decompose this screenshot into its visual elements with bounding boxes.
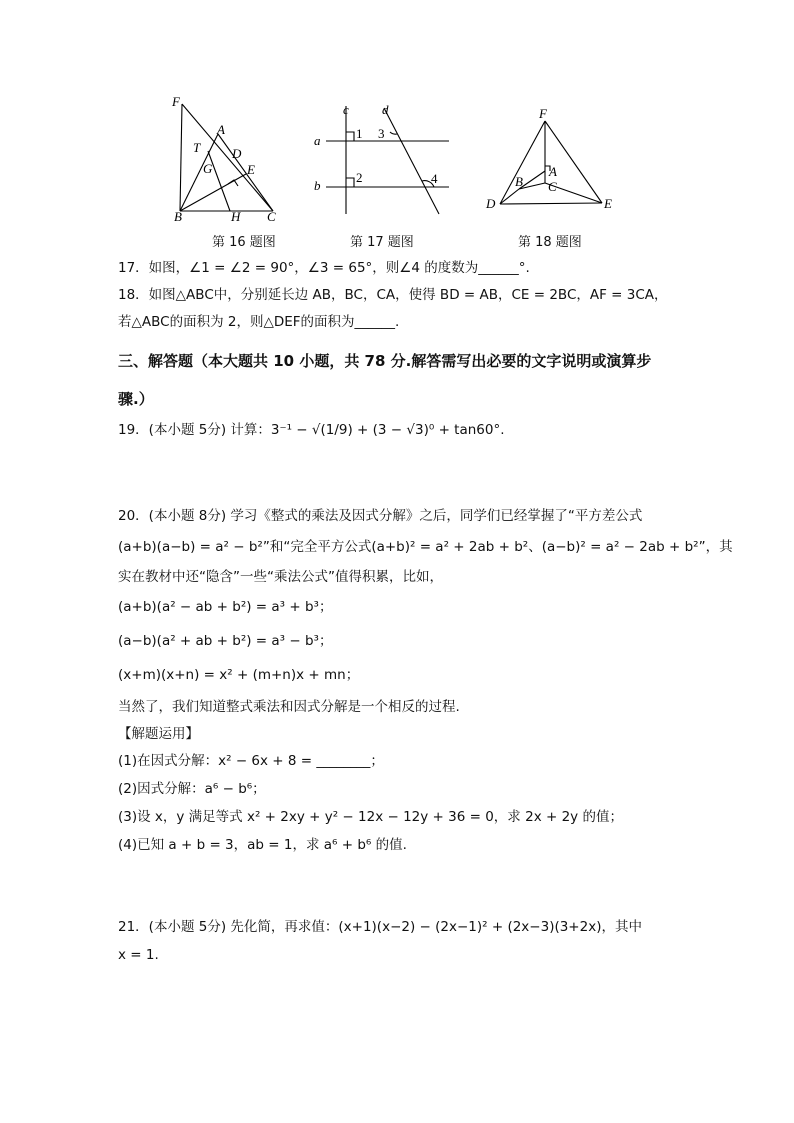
formula-sum-of-cubes: (a+b)(a² − ab + b²) = a³ + b³；: [118, 599, 333, 615]
fig16-label-G: G: [203, 161, 213, 176]
fig17-label-3: 3: [378, 126, 385, 141]
question-21-line1: 21．(本小题 5分) 先化简，再求值：(x+1)(x−2) − (2x−1)² + (2x−3)(3+2x)，其中: [118, 919, 642, 935]
question-20-part1: (1)在因式分解：x² − 6x + 8 = ________；: [118, 753, 384, 769]
fig17-caption: 第 17 题图: [350, 235, 414, 250]
fig18-label-B: B: [515, 174, 523, 189]
section-3-heading-line1: 三、解答题（本大题共 10 小题，共 78 分.解答需写出必要的文字说明或演算步: [118, 352, 652, 370]
fig16-label-A: A: [217, 122, 225, 137]
formula-difference-of-cubes: (a−b)(a² + ab + b²) = a³ − b³；: [118, 633, 333, 649]
fig16-label-E: E: [247, 162, 255, 177]
fig17-label-2: 2: [356, 170, 363, 185]
question-20-part2: (2)因式分解：a⁶ − b⁶；: [118, 781, 266, 797]
question-20-line3: 实在教材中还“隐含”一些“乘法公式”值得积累，比如，: [118, 569, 443, 585]
question-20-line1: 20．(本小题 8分) 学习《整式的乘法及因式分解》之后，同学们已经掌握了“平方差公式: [118, 508, 643, 524]
question-18-line1: 18．如图△ABC中，分别延长边 AB，BC，CA，使得 BD = AB，CE = 2BC，AF = 3CA，: [118, 287, 668, 303]
question-20-line4: 当然了，我们知道整式乘法和因式分解是一个相反的过程.: [118, 699, 460, 715]
fig16-label-T: T: [193, 140, 201, 155]
figure-17: [314, 102, 454, 218]
fig17-label-a: a: [314, 133, 321, 148]
question-20-part3: (3)设 x，y 满足等式 x² + 2xy + y² − 12x − 12y + 36 = 0，求 2x + 2y 的值；: [118, 809, 623, 825]
question-21-line2: x = 1.: [118, 947, 159, 963]
figure-18: [484, 106, 624, 218]
fig16-label-F: F: [172, 94, 180, 109]
formula-cross-multiplication: (x+m)(x+n) = x² + (m+n)x + mn；: [118, 667, 360, 683]
fig18-caption: 第 18 题图: [518, 235, 582, 250]
fig17-label-b: b: [314, 178, 321, 193]
fig18-label-F: F: [539, 106, 547, 121]
fig16-label-B: B: [174, 209, 182, 224]
figure-16: [168, 94, 288, 226]
question-19: 19．(本小题 5分) 计算：3⁻¹ − √(1/9) + (3 − √3)⁰ + tan60°.: [118, 422, 505, 438]
question-20-line2: (a+b)(a−b) = a² − b²”和“完全平方公式(a+b)² = a² + 2ab + b²、(a−b)² = a² − 2ab + b²”，其: [118, 539, 733, 555]
fig18-label-D: D: [486, 196, 496, 211]
fig17-label-1: 1: [356, 126, 363, 141]
problem-tag: 【解题运用】: [118, 726, 199, 742]
fig18-label-C: C: [548, 179, 557, 194]
fig16-caption: 第 16 题图: [212, 235, 276, 250]
fig17-label-d: d: [382, 102, 389, 117]
fig18-label-E: E: [604, 196, 612, 211]
fig16-label-C: C: [267, 209, 276, 224]
fig16-label-H: H: [231, 209, 241, 224]
fig17-label-c: c: [343, 102, 349, 117]
question-20-part4: (4)已知 a + b = 3，ab = 1，求 a⁶ + b⁶ 的值.: [118, 837, 407, 853]
question-18-line2: 若△ABC的面积为 2，则△DEF的面积为______.: [118, 314, 400, 330]
fig18-label-A: A: [549, 164, 557, 179]
fig17-label-4: 4: [431, 171, 438, 186]
fig16-label-D: D: [232, 146, 242, 161]
section-3-heading-line2: 骤.）: [118, 390, 154, 408]
question-17: 17．如图，∠1 = ∠2 = 90°，∠3 = 65°，则∠4 的度数为______°.: [118, 260, 530, 276]
